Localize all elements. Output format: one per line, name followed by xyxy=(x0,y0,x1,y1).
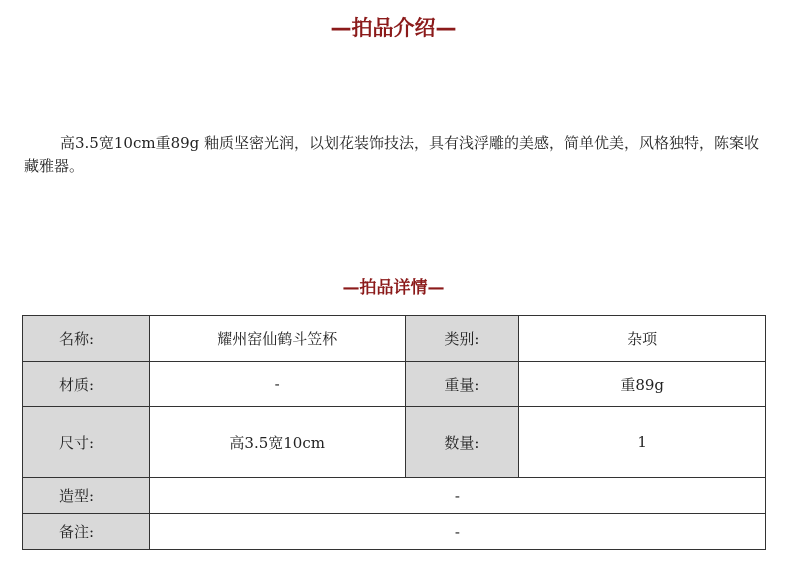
shape-value: - xyxy=(149,478,765,514)
intro-description: 高3.5宽10cm重89g 釉质坚密光润，以划花装饰技法，具有浅浮雕的美感，简单优美，风格独特，陈案收藏雅器。 xyxy=(24,134,760,175)
table-row xyxy=(23,362,766,407)
table-row xyxy=(23,514,766,550)
remark-label: 备注: xyxy=(23,514,150,550)
shape-label: 造型: xyxy=(23,478,150,514)
quantity-value: 1 xyxy=(519,407,766,478)
material-value: - xyxy=(149,362,405,407)
quantity-label: 数量: xyxy=(405,407,519,478)
table-row xyxy=(23,478,766,514)
remark-value: - xyxy=(149,514,765,550)
details-section-title: —拍品详情— xyxy=(342,278,445,298)
size-value: 高3.5宽10cm xyxy=(149,407,405,478)
material-label: 材质: xyxy=(23,362,150,407)
weight-value: 重89g xyxy=(519,362,766,407)
table-row xyxy=(23,407,766,478)
category-label: 类别: xyxy=(405,316,519,362)
category-value: 杂项 xyxy=(519,316,766,362)
name-label: 名称: xyxy=(23,316,150,362)
weight-label: 重量: xyxy=(405,362,519,407)
name-value: 耀州窑仙鹤斗笠杯 xyxy=(149,316,405,362)
table-row xyxy=(23,316,766,362)
intro-section-title: —拍品介绍— xyxy=(330,16,457,40)
details-table xyxy=(22,315,766,550)
size-label: 尺寸: xyxy=(23,407,150,478)
